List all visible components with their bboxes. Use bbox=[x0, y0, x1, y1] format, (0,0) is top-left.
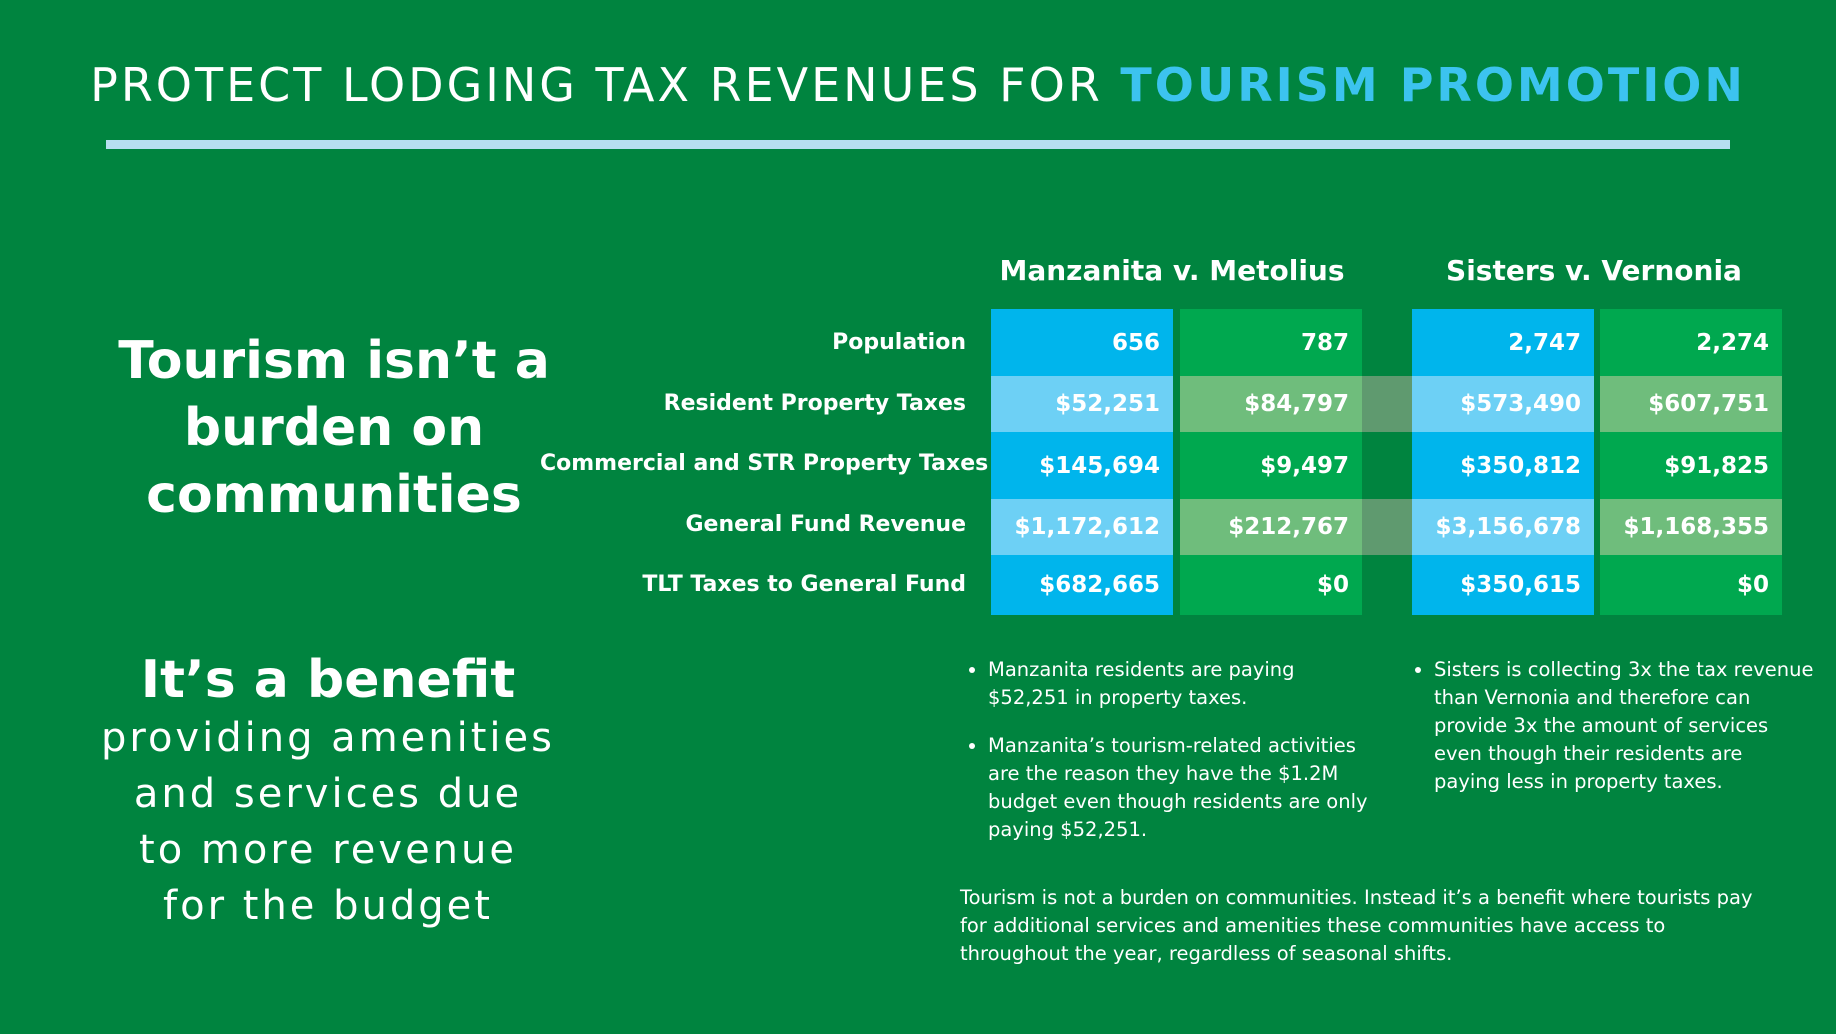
title-divider bbox=[106, 140, 1730, 149]
cell-metolius-tlt: $0 bbox=[1180, 555, 1362, 615]
headline-line-1: Tourism isn’t a bbox=[118, 331, 550, 391]
cell-sisters-tlt: $350,615 bbox=[1412, 555, 1594, 615]
cell-manzanita-population: 656 bbox=[991, 309, 1173, 376]
cell-metolius-general-fund: $212,767 bbox=[1180, 499, 1362, 555]
note-item: • Manzanita’s tourism-related activities are the reason they have the $1.2M budget even though residents are only paying $52,251. bbox=[988, 732, 1380, 844]
row-label-population: Population bbox=[832, 330, 966, 355]
row-label-tlt-taxes: TLT Taxes to General Fund bbox=[642, 572, 966, 597]
title-accent: TOURISM PROMOTION bbox=[1120, 58, 1746, 112]
group-heading-manzanita-metolius: Manzanita v. Metolius bbox=[999, 254, 1345, 287]
headline-line-3: communities bbox=[146, 465, 522, 525]
benefit-line-3: to more revenue bbox=[139, 827, 517, 873]
cell-metolius-commercial-taxes: $9,497 bbox=[1180, 432, 1362, 499]
cell-vernonia-general-fund: $1,168,355 bbox=[1600, 499, 1782, 555]
note-item: • Sisters is collecting 3x the tax revenue than Vernonia and therefore can provide 3x the amount of services even though their residents are paying less in property taxes. bbox=[1434, 656, 1814, 796]
cell-metolius-resident-taxes: $84,797 bbox=[1180, 376, 1362, 432]
row-band bbox=[1360, 499, 1412, 555]
notes-manzanita bbox=[966, 656, 1380, 864]
cell-sisters-commercial-taxes: $350,812 bbox=[1412, 432, 1594, 499]
page-title bbox=[0, 58, 1836, 112]
row-label-commercial-str-taxes: Commercial and STR Property Taxes bbox=[540, 451, 989, 476]
benefit-line-1: providing amenities bbox=[101, 715, 555, 761]
cell-sisters-general-fund: $3,156,678 bbox=[1412, 499, 1594, 555]
title-prefix: PROTECT LODGING TAX REVENUES FOR bbox=[90, 58, 1121, 112]
cell-manzanita-commercial-taxes: $145,694 bbox=[991, 432, 1173, 499]
summary-text: Tourism is not a burden on communities. Instead it’s a benefit where tourists pay for additional services and amenities these communities have access to throughout the year, regardless of seasonal shifts. bbox=[960, 886, 1753, 965]
row-label-resident-property-taxes: Resident Property Taxes bbox=[663, 391, 966, 416]
cell-sisters-population: 2,747 bbox=[1412, 309, 1594, 376]
headline bbox=[96, 328, 572, 529]
headline-line-2: burden on bbox=[183, 398, 485, 458]
cell-manzanita-general-fund: $1,172,612 bbox=[991, 499, 1173, 555]
benefit-line-4: for the budget bbox=[163, 883, 493, 929]
note-item: • Manzanita residents are paying $52,251 in property taxes. bbox=[988, 656, 1380, 712]
cell-vernonia-resident-taxes: $607,751 bbox=[1600, 376, 1782, 432]
cell-vernonia-population: 2,274 bbox=[1600, 309, 1782, 376]
cell-sisters-resident-taxes: $573,490 bbox=[1412, 376, 1594, 432]
cell-vernonia-commercial-taxes: $91,825 bbox=[1600, 432, 1782, 499]
cell-vernonia-tlt: $0 bbox=[1600, 555, 1782, 615]
row-label-general-fund-revenue: General Fund Revenue bbox=[685, 512, 966, 537]
cell-manzanita-tlt: $682,665 bbox=[991, 555, 1173, 615]
row-band bbox=[1360, 376, 1412, 432]
group-heading-sisters-vernonia: Sisters v. Vernonia bbox=[1446, 254, 1742, 287]
cell-manzanita-resident-taxes: $52,251 bbox=[991, 376, 1173, 432]
notes-sisters bbox=[1412, 656, 1814, 816]
benefit-body bbox=[80, 710, 576, 934]
benefit-title: It’s a benefit bbox=[140, 650, 516, 710]
cell-metolius-population: 787 bbox=[1180, 309, 1362, 376]
benefit-line-2: and services due bbox=[133, 771, 523, 817]
